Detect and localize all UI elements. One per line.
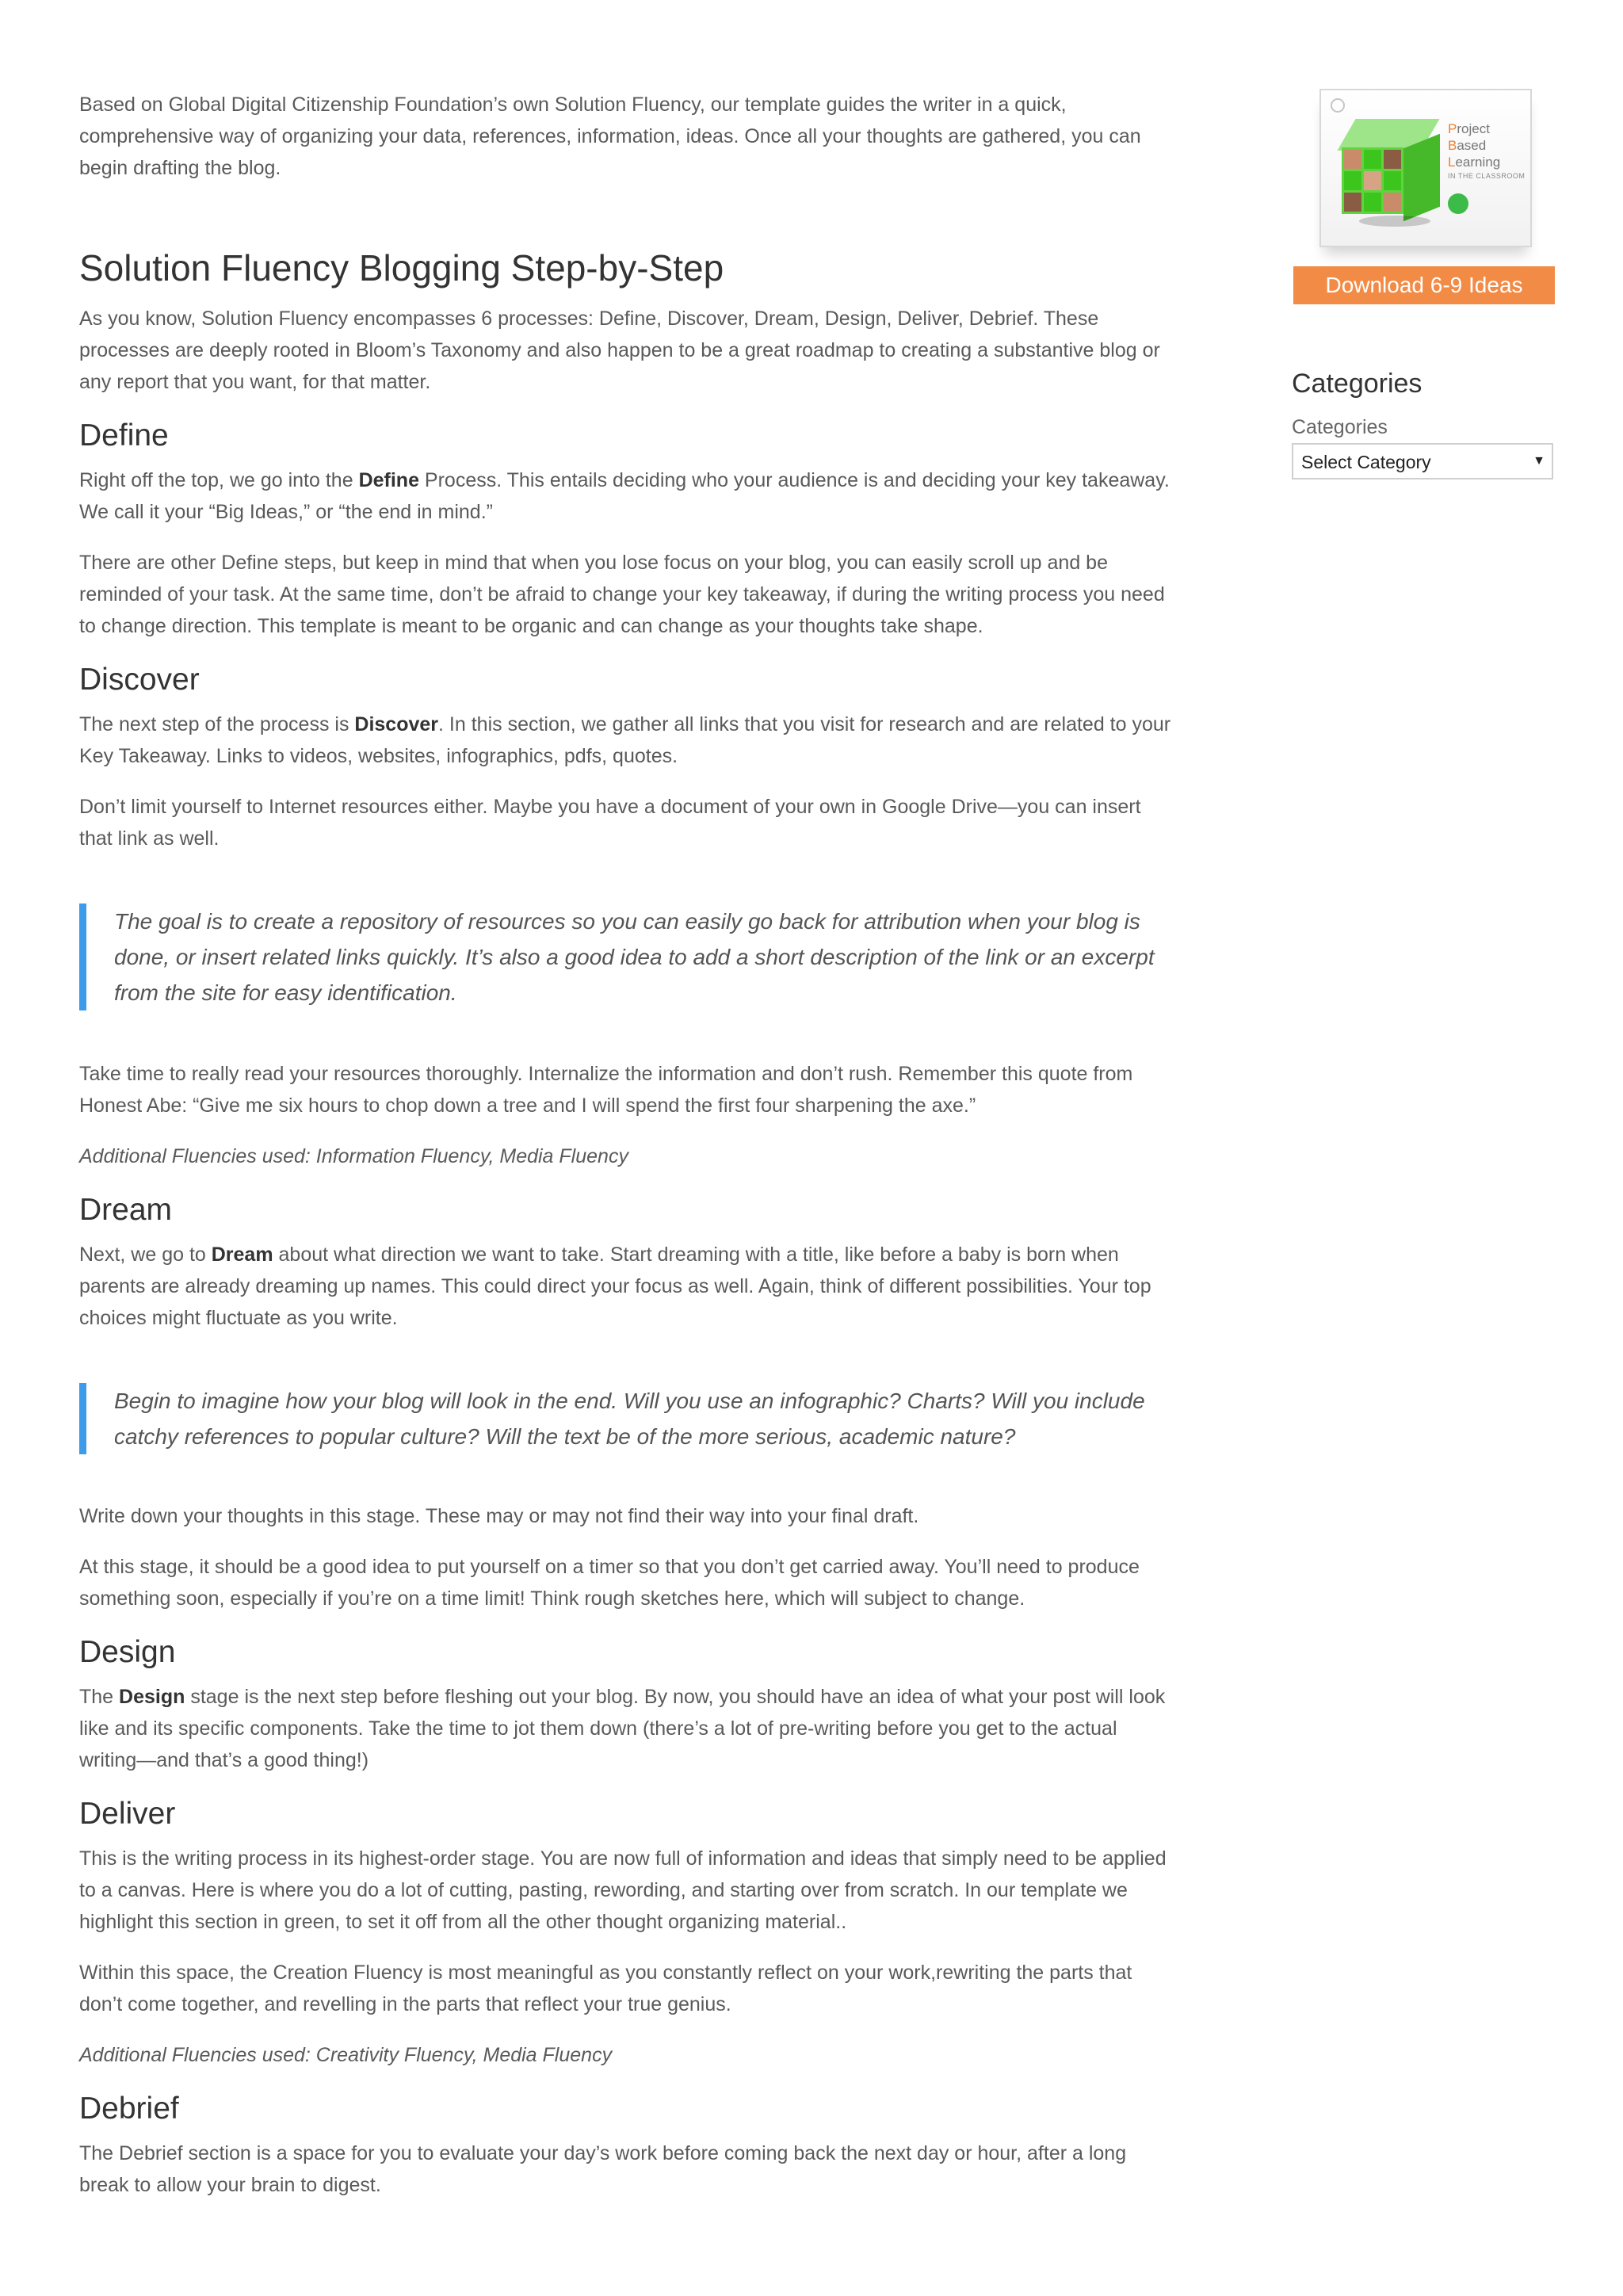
main-intro-paragraph: As you know, Solution Fluency encompasses 6 processes: Define, Discover, Dream, Design, Deliver, Debrief. These processes are deeply rooted in Bloom’s Taxonomy and also happen to be a great roadmap to creating a substantive blog or any report that you want, for that matter. — [79, 308, 1160, 393]
dropdown-arrow-icon: ▼ — [1533, 454, 1545, 468]
design-bold: Design — [119, 1686, 185, 1708]
discover-paragraph-1: The next step of the process is Discover. In this section, we gather all links that you visit for research and are related to your Key Takeaway. Links to videos, websites, infographics, pdfs, quotes. — [79, 713, 1171, 767]
categories-heading: Categories — [1292, 369, 1423, 399]
deliver-paragraph-2: Within this space, the Creation Fluency is most meaningful as you constantly reflect on your work,rewriting the parts that don’t come together, and revelling in the parts that reflect your true genius. — [79, 1962, 1132, 2015]
debrief-paragraph-1: The Debrief section is a space for you to evaluate your day’s work before coming back the next day or hour, after a long break to allow your brain to digest. — [79, 2142, 1127, 2196]
discover-blockquote: The goal is to create a repository of resources so you can easily go back for attribution when your blog is done, or insert related links quickly. It’s also a good idea to add a short description of the link or an excerpt from the site for easy identification. — [79, 904, 1173, 1010]
book-subtitle: IN THE CLASSROOM — [1448, 172, 1526, 180]
discover-paragraph-3: Take time to really read your resources thoroughly. Internalize the information and don’t rush. Remember this quote from Honest Abe: “Give me six hours to chop down a tree and I will spend the first four sharpening the axe.” — [79, 1063, 1133, 1117]
dream-blockquote: Begin to imagine how your blog will look in the end. Will you use an infographic? Charts? Will you include catchy references to popular culture? Will the text be of the more serious, academic nature? — [79, 1383, 1173, 1454]
download-ideas-button[interactable]: Download 6-9 Ideas — [1293, 266, 1555, 304]
deliver-heading: Deliver — [79, 1797, 176, 1831]
define-bold: Define — [358, 469, 419, 491]
dream-bold: Dream — [211, 1244, 273, 1266]
sidebar — [1292, 89, 1555, 479]
design-paragraph-1: The Design stage is the next step before fleshing out your blog. By now, you should have an idea of what your post will look like and its specific components. Take the time to jot them down (there’s a lot of pre-writing before you get to the actual writing—and that’s a good thing!) — [79, 1686, 1166, 1771]
debrief-heading: Debrief — [79, 2092, 179, 2126]
dream-paragraph-3: At this stage, it should be a good idea to put yourself on a timer so that you don’t get carried away. You’ll need to produce something soon, especially if you’re on a time limit! Think rough sketches here, which will subject to change. — [79, 1556, 1140, 1610]
discover-paragraph-2: Don’t limit yourself to Internet resources either. Maybe you have a document of your own in Google Drive—you can insert that link as well. — [79, 796, 1141, 850]
categories-select[interactable] — [1292, 443, 1553, 479]
define-heading: Define — [79, 418, 169, 453]
dream-paragraph-1: Next, we go to Dream about what direction we want to take. Start dreaming with a title, like before a baby is born when parents are already dreaming up names. This could direct your focus as well. Again, think of different possibilities. Your top choices might fluctuate as you write. — [79, 1244, 1151, 1329]
main-heading: Solution Fluency Blogging Step-by-Step — [79, 247, 724, 288]
dream-heading: Dream — [79, 1193, 173, 1227]
categories-label: Categories — [1292, 416, 1388, 438]
deliver-paragraph-1: This is the writing process in its highest-order stage. You are now full of information and ideas that simply need to be applied to a canvas. Here is where you do a lot of cutting, pasting, rewording, and starting over from scratch. In our template we highlight this section in green, to set it off from all the other thought organizing material.. — [79, 1847, 1167, 1933]
discover-heading: Discover — [79, 663, 200, 697]
book-title: Project Based Learning IN THE CLASSROOM — [1448, 121, 1526, 180]
article-body — [79, 89, 1173, 2220]
dream-paragraph-2: Write down your thoughts in this stage. These may or may not find their way into your final draft. — [79, 1505, 919, 1527]
publisher-logo-icon — [1331, 98, 1345, 113]
define-paragraph-2: There are other Define steps, but keep in mind that when you lose focus on your blog, you can easily scroll up and be reminded of your task. At the same time, don’t be afraid to change your key takeaway, if during the writing process you need to change direction. This template is meant to be organic and can change as your thoughts take shape. — [79, 552, 1165, 637]
design-heading: Design — [79, 1635, 176, 1669]
pbl-book-cover[interactable] — [1319, 89, 1532, 247]
grade-badge-icon — [1448, 193, 1468, 214]
discover-fluencies-note: Additional Fluencies used: Information Fluency, Media Fluency — [79, 1145, 628, 1167]
discover-bold: Discover — [354, 713, 439, 735]
pbl-ad-banner[interactable] — [1292, 89, 1555, 306]
intro-paragraph: Based on Global Digital Citizenship Foundation’s own Solution Fluency, our template guides the writer in a quick, comprehensive way of organizing your data, references, information, ideas. Once all your thoughts are gathered, you can begin drafting the blog. — [79, 94, 1141, 179]
cube-illustration-icon — [1335, 114, 1445, 223]
categories-select-value: Select Category — [1301, 452, 1431, 472]
deliver-fluencies-note: Additional Fluencies used: Creativity Fluency, Media Fluency — [79, 2044, 613, 2066]
define-paragraph-1: Right off the top, we go into the Define Process. This entails deciding who your audience is and deciding your key takeaway. We call it your “Big Ideas,” or “the end in mind.” — [79, 469, 1170, 523]
